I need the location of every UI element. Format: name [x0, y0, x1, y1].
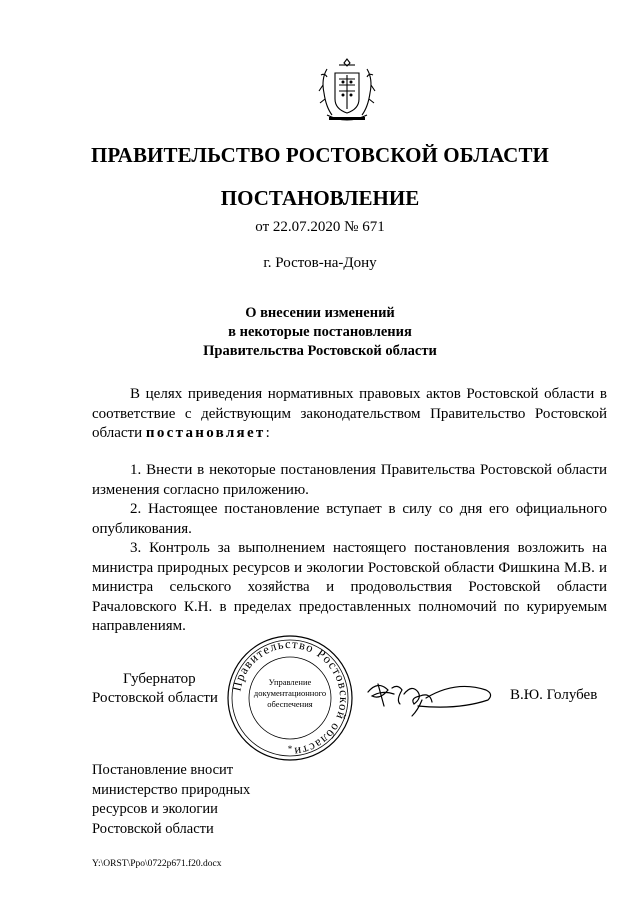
stamp-inner-text: обеспечения [267, 699, 313, 709]
decree-items [92, 461, 607, 637]
official-stamp [225, 633, 355, 763]
decree-verb: постановляет [145, 425, 266, 441]
introduced-by-line: министерство природных [92, 781, 251, 798]
stamp-inner-text: документационного [253, 688, 327, 698]
introduced-by-line: Ростовской области [92, 820, 214, 837]
preamble-suffix: : [265, 425, 270, 441]
introduced-by-block [92, 761, 250, 839]
signatory-name: В.Ю. Голубев [510, 687, 598, 703]
document-subject [0, 304, 640, 361]
stamp-outer-text: Правительство Ростовской области [229, 636, 352, 759]
document-place: г. Ростов-на-Дону [263, 255, 377, 271]
signatory-title-line: Ростовской области [92, 690, 218, 706]
signatory-title [92, 670, 218, 708]
svg-text:*: * [287, 744, 293, 754]
introduced-by-line: Постановление вносит [92, 762, 234, 778]
coat-of-arms-icon [313, 55, 381, 127]
handwritten-signature [362, 670, 497, 725]
decree-item: 2. Настоящее постановление вступает в силу со дня его официального опубликования. [92, 501, 607, 537]
introduced-by-line: ресурсов и экологии [92, 801, 218, 817]
subject-line: О внесении изменений [245, 305, 395, 321]
signatory-title-line: Губернатор [123, 671, 196, 687]
document-date-number: от 22.07.2020 № 671 [255, 219, 385, 235]
document-type: ПОСТАНОВЛЕНИЕ [220, 186, 420, 210]
decree-item: 3. Контроль за выполнением настоящего постановления возложить на министра природных ресурсов и экологии Ростовской области Фишкина М.В. и министра сельского хозяйства и продовольствия Ростовской области Рачаловского К.Н. в пределах предоставленных полномочий по курируемым направлениям. [92, 540, 607, 634]
preamble-paragraph [92, 385, 607, 444]
preamble-text: В целях приведения нормативных правовых актов Ростовской области в соответствие с действующим законодательством Правительство Ростовской области [92, 386, 607, 441]
subject-line: в некоторые постановления [228, 324, 412, 340]
subject-line: Правительства Ростовской области [203, 343, 437, 359]
stamp-inner-text: Управление [268, 677, 312, 687]
decree-item: 1. Внести в некоторые постановления Правительства Ростовской области изменения согласно приложению. [92, 462, 607, 498]
organization-title: ПРАВИТЕЛЬСТВО РОСТОВСКОЙ ОБЛАСТИ [91, 143, 549, 167]
file-path: Y:\ORST\Ppo\0722p671.f20.docx [92, 859, 222, 869]
